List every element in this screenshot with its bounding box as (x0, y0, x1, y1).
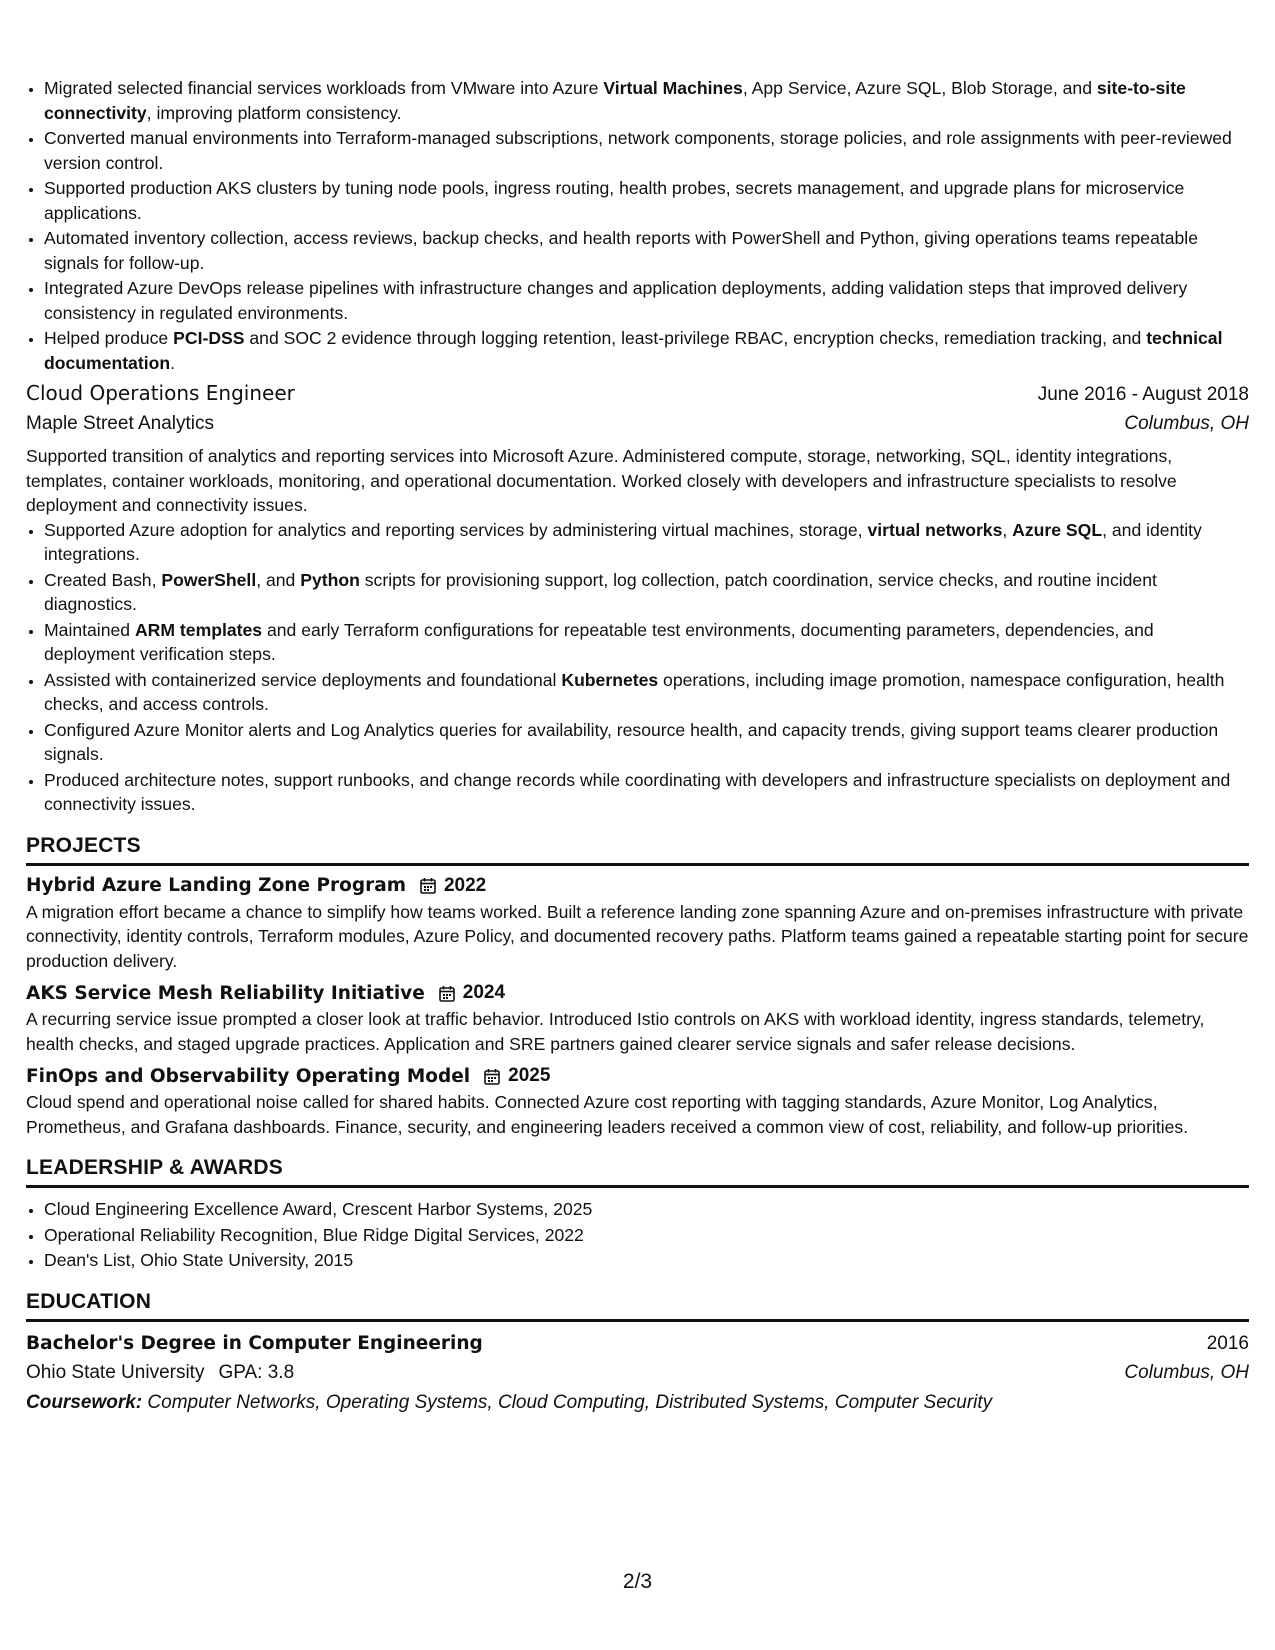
bullet-item (44, 768, 1249, 817)
bullet-bold-text: Kubernetes (561, 669, 659, 690)
bullet-bold-text: virtual networks (867, 519, 1003, 540)
bullet-bold-text: site-to-site connectivity (44, 78, 1186, 123)
page-number: 2/3 (622, 1570, 653, 1593)
education-coursework (26, 1392, 1249, 1414)
projects-heading: PROJECTS (26, 834, 1249, 866)
bullet-text: , App Service, Azure SQL, Blob Storage, and (742, 78, 1097, 98)
bullet-item (44, 718, 1249, 767)
calendar-icon (484, 1068, 500, 1085)
bullet-item (44, 126, 1249, 175)
bullet-item (44, 276, 1249, 325)
job2-bullets (26, 518, 1249, 817)
bullet-bold-text: Azure SQL (1012, 519, 1103, 540)
project-description: Cloud spend and operational noise called for shared habits. Connected Azure cost reporting with tagging standards, Azure Monitor, Log Analytics, Prometheus, and Grafana dashboards. Finance, security, and engineering leaders received a common view of cost, reliability, and follow-up priorities. (26, 1092, 1189, 1137)
job2-dates: June 2016 - August 2018 (1037, 384, 1249, 405)
bullet-text: Supported Azure adoption for analytics and reporting services by administering virtual machines, storage, (44, 519, 868, 540)
bullet-item (44, 668, 1249, 717)
job2-company: Maple Street Analytics (26, 413, 214, 434)
bullet-item (44, 76, 1249, 125)
project-description: A migration effort became a chance to simplify how teams worked. Built a reference landing zone spanning Azure and on-premises infrastructure with private connectivity, identity controls, Terraform modules, Azure Policy, and documented recovery paths. Platform teams gained a repeatable starting point for secure production delivery. (26, 901, 1249, 971)
bullet-bold-text: Python (300, 569, 360, 590)
project-item (26, 1065, 1249, 1139)
award-item: • Cloud Engineering Excellence Award, Crescent Harbor Systems, 2025 (44, 1197, 1249, 1222)
bullet-text: , and identity integrations. (44, 519, 1202, 564)
bullet-text: Automated inventory collection, access reviews, backup checks, and health reports with PowerShell and Python, giving operations teams repeatable signals for follow-up. (44, 228, 1199, 273)
leadership-heading: LEADERSHIP & AWARDS (26, 1156, 1249, 1188)
bullet-item (44, 226, 1249, 275)
bullet-text: . (170, 352, 175, 373)
bullet-text: Created Bash, (44, 569, 162, 590)
bullet-text: and early Terraform configurations for repeatable test environments, documenting parameters, dependencies, and deployment verification steps. (44, 619, 1154, 664)
project-year: 2022 (443, 874, 487, 896)
bullet-text: Supported production AKS clusters by tuning node pools, ingress routing, health probes, secrets management, and upgrade plans for microservice applications. (44, 178, 1185, 223)
job2-summary: Supported transition of analytics and reporting services into Microsoft Azure. Administered compute, storage, networking, SQL, identity integrations, templates, container workloads, monitoring, and operational documentation. Worked closely with developers and infrastructure specialists to resolve deployment and connectivity issues. (26, 446, 1177, 515)
education-year: 2016 (1206, 1332, 1249, 1354)
bullet-text: Configured Azure Monitor alerts and Log Analytics queries for availability, resource health, and capacity trends, giving support teams clearer production signals. (44, 719, 1219, 764)
project-title: Hybrid Azure Landing Zone Program (26, 875, 406, 896)
bullet-text: , and (256, 569, 301, 590)
education-location: Columbus, OH (1124, 1361, 1249, 1383)
project-item (26, 982, 1249, 1056)
bullet-bold-text: Virtual Machines (603, 78, 743, 98)
project-title: FinOps and Observability Operating Model (26, 1065, 471, 1087)
bullet-item (44, 518, 1249, 567)
bullet-text: Converted manual environments into Terraform-managed subscriptions, network components, storage policies, and role assignments with peer-reviewed version control. (44, 128, 1232, 173)
job2-subheader (26, 413, 1249, 435)
bullet-bold-text: technical documentation (44, 328, 1223, 373)
job2-location: Columbus, OH (1124, 413, 1249, 434)
bullet-item (44, 326, 1249, 375)
job2-title: Cloud Operations Engineer (26, 381, 295, 405)
leadership-list (26, 1197, 1249, 1273)
education-header (26, 1333, 1249, 1355)
bullet-text: Maintained (44, 619, 135, 640)
education-heading: EDUCATION (26, 1290, 1249, 1322)
projects-list (26, 875, 1249, 1140)
calendar-icon (420, 877, 436, 894)
job1-bullets (26, 76, 1249, 375)
bullet-text: Assisted with containerized service deployments and foundational (44, 669, 562, 690)
bullet-bold-text: PowerShell (161, 569, 257, 590)
education-school: Ohio State University (26, 1361, 205, 1383)
bullet-text: , improving platform consistency. (146, 102, 402, 123)
project-title: AKS Service Mesh Reliability Initiative (26, 982, 425, 1004)
bullet-text: Produced architecture notes, support runbooks, and change records while coordinating with developers and infrastructure specialists on deployment and connectivity issues. (44, 769, 1231, 814)
project-item (26, 875, 1249, 974)
bullet-text: operations, including image promotion, namespace configuration, health checks, and access controls. (44, 669, 1225, 714)
project-year: 2024 (462, 982, 506, 1003)
bullet-text: Helped produce (44, 328, 174, 348)
job2-header (26, 381, 1249, 406)
bullet-text: Migrated selected financial services workloads from VMware into Azure (44, 78, 604, 98)
calendar-icon (439, 985, 455, 1002)
coursework-list: Computer Networks, Operating Systems, Cloud Computing, Distributed Systems, Computer Security (147, 1391, 993, 1413)
education-degree: Bachelor's Degree in Computer Engineering (26, 1332, 483, 1354)
bullet-item (44, 176, 1249, 225)
bullet-text: and SOC 2 evidence through logging retention, least-privilege RBAC, encryption checks, remediation tracking, and (244, 328, 1147, 348)
education-subheader (26, 1362, 1249, 1384)
bullet-bold-text: PCI-DSS (173, 328, 245, 348)
education-gpa: GPA: 3.8 (218, 1361, 295, 1383)
coursework-label: Coursework: (26, 1391, 143, 1413)
bullet-text: , (1002, 519, 1013, 540)
award-item: • Operational Reliability Recognition, Blue Ridge Digital Services, 2022 (44, 1223, 1249, 1248)
award-item: • Dean's List, Ohio State University, 2015 (44, 1248, 1249, 1273)
bullet-item (44, 568, 1249, 617)
project-description: A recurring service issue prompted a closer look at traffic behavior. Introduced Istio controls on AKS with workload identity, ingress standards, telemetry, health checks, and staged upgrade practices. Application and SRE partners gained clearer service signals and safer release decisions. (26, 1009, 1205, 1054)
bullet-text: scripts for provisioning support, log collection, patch coordination, service checks, and routine incident diagnostics. (44, 569, 1157, 614)
bullet-item (44, 618, 1249, 667)
bullet-bold-text: ARM templates (134, 619, 263, 640)
bullet-text: Integrated Azure DevOps release pipelines with infrastructure changes and application deployments, adding validation steps that improved delivery consistency in regulated environments. (44, 278, 1188, 323)
project-year: 2025 (508, 1065, 551, 1086)
